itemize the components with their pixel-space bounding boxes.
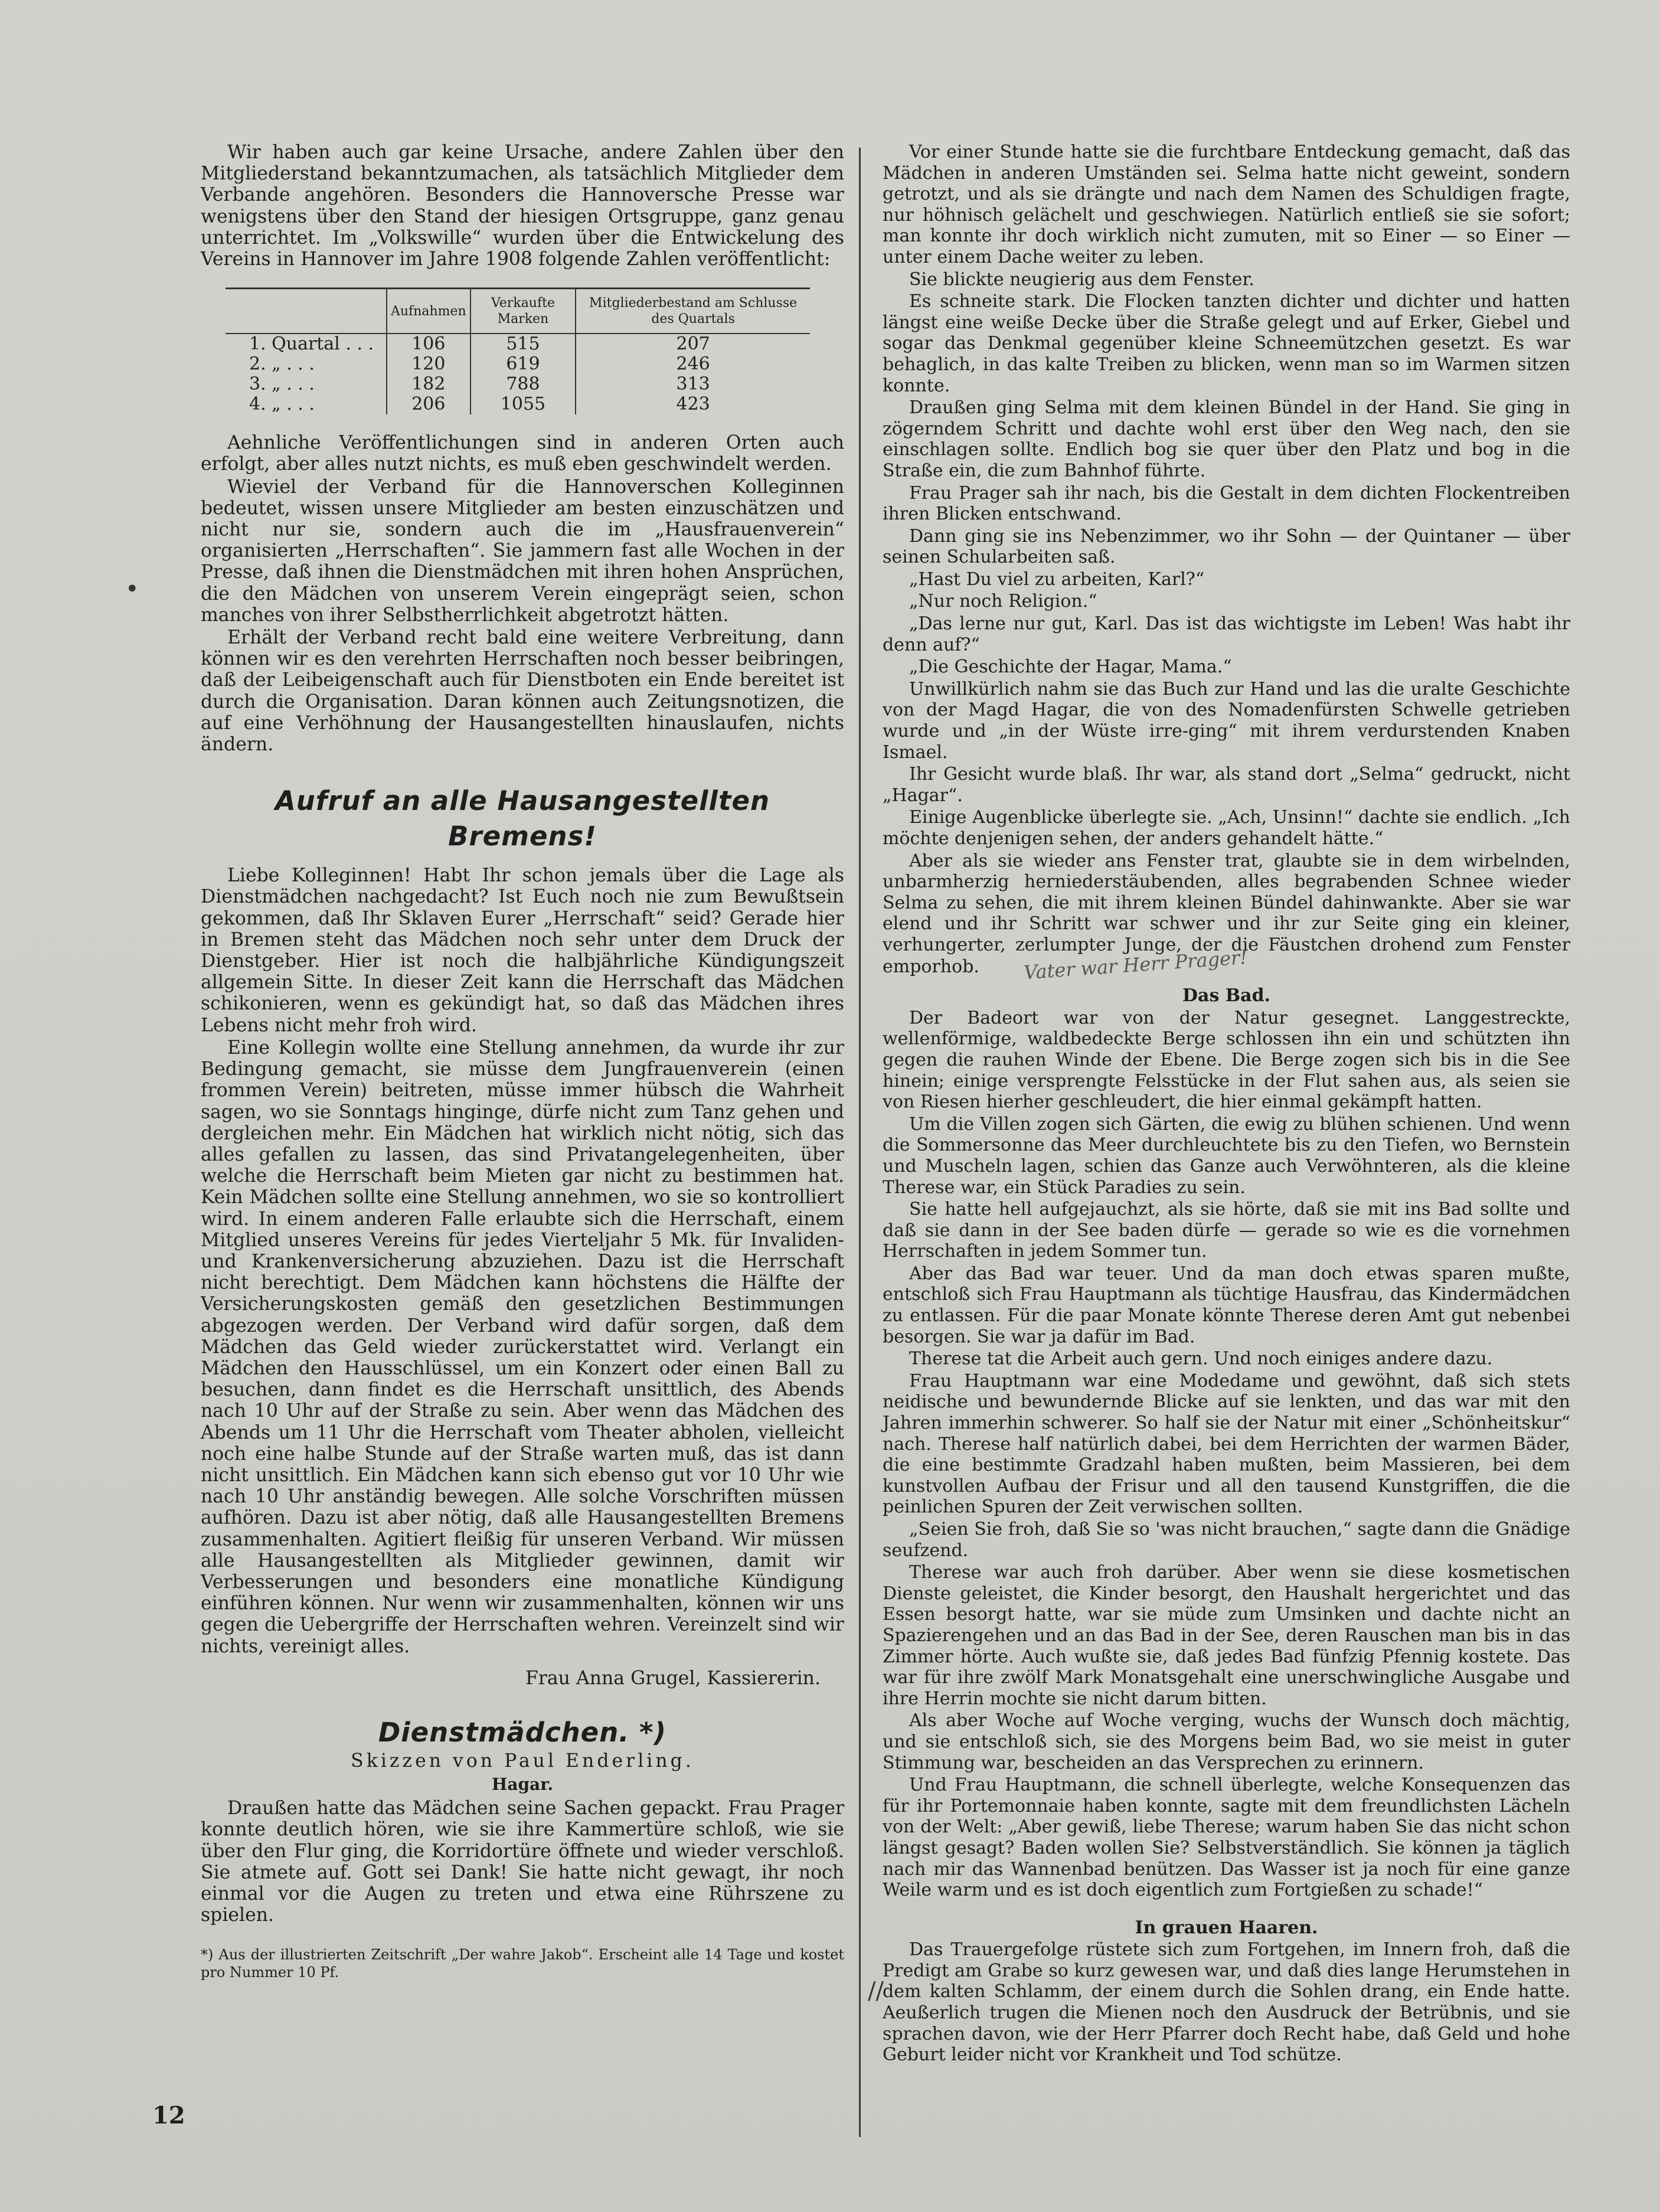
column-divider: [859, 148, 861, 2137]
aufruf-heading: Aufruf an alle Hausangestellten Bremens!: [275, 785, 770, 852]
body-paragraph: Dann ging sie ins Nebenzimmer, wo ihr Sohn — der Quintaner — über seinen Schularbeiten saß.: [883, 525, 1570, 568]
table-row: [226, 334, 810, 354]
byline: Skizzen von Paul Enderling.: [351, 1750, 694, 1772]
body-paragraph: Ihr Gesicht wurde blaß. Ihr war, als stand dort „Selma“ gedruckt, nicht „Hagar“.: [883, 764, 1570, 806]
page-number: 12: [152, 2102, 185, 2129]
right-column: [883, 142, 1570, 2067]
left-column: [201, 142, 844, 1982]
body-paragraph: Frau Prager sah ihr nach, bis die Gestalt in dem dichten Flockentreiben ihren Blicken entschwand.: [883, 482, 1570, 525]
body-paragraph: Draußen hatte das Mädchen seine Sachen gepackt. Frau Prager konnte deutlich hören, wie sie ihre Kammertüre schloß, wie sie über den Flur ging, die Korridortüre öffnete und wieder verschloß. Sie atmete auf. Gott sei Dank! Sie hatte nicht gewagt, ihr noch einmal vor die Augen zu treten und etwa eine Rührszene zu spielen.: [201, 1798, 844, 1926]
body-paragraph: Frau Hauptmann war eine Modedame und gewöhnt, daß sich stets neidische und bewundernde Blicke auf sie lenkten, und das war mit den Jahren immerhin schwerer. So half sie der Natur mit einer „Schönheitskur“ nach. Therese half natürlich dabei, bei dem Herrichten der warmen Bäder, die eine bestimmte Gradzahl haben mußten, beim Massieren, bei dem kunstvollen Aufbau der Frisur und all den tausend Kunstgriffen, die die peinlichen Spuren der Zeit verwischen sollten.: [883, 1370, 1570, 1518]
body-paragraph: Sie blickte neugierig aus dem Fenster.: [909, 269, 1254, 290]
body-paragraph: Therese war auch froh darüber. Aber wenn sie diese kosmetischen Dienste geleistet, die Kinder besorgt, den Haushalt hergerichtet und das Essen besorgt hatte, war sie müde zum Umsinken und dachte nicht an Spazierengehen und an das Bad in der See, deren Rauschen man bis in das Zimmer hörte. Auch wußte sie, daß jedes Bad fünfzig Pfennig kostete. Das war für ihre zwölf Mark Monatsgehalt eine unerschwingliche Ausgabe und ihre Herrin mochte sie nicht darum bitten.: [883, 1562, 1570, 1709]
table-header-row: [226, 289, 810, 334]
membership-table: [226, 287, 810, 414]
table-cell: 207: [576, 334, 810, 354]
table-cell: 120: [387, 354, 470, 374]
table-cell: 313: [576, 374, 810, 394]
body-paragraph: Liebe Kolleginnen! Habt Ihr schon jemals über die Lage als Dienstmädchen nachgedacht? Ist Euch noch nie zum Bewußtsein gekommen, daß Ihr Sklaven Eurer „Herrschaft“ seid? Gerade hier in Bremen steht das Mädchen noch sehr unter dem Druck der Dienstgeber. Hier ist noch die halbjährliche Kündigungszeit allgemein Sitte. In dieser Zeit kann die Herrschaft das Mädchen schikonieren, wenn es gekündigt hat, so daß das Mädchen ihres Lebens nicht mehr froh wird.: [201, 865, 844, 1036]
table-cell: 182: [387, 374, 470, 394]
table-cell: 1. Quartal . . .: [249, 334, 374, 355]
dienstmaedchen-heading: Dienstmädchen. *): [378, 1716, 667, 1748]
table-header-aufnahmen: Aufnahmen: [387, 289, 470, 334]
body-paragraph: Eine Kollegin wollte eine Stellung annehmen, da wurde ihr zur Bedingung gemacht, sie müsse dem Jungfrauenverein (einen frommen Verein) beitreten, müsse immer hübsch die Wahrheit sagen, wo sie Sonntags hinginge, dürfe nicht zum Tanz gehen und dergleichen mehr. Ein Mädchen hat wirklich nicht nötig, sich das alles gefallen zu lassen, das sind Privatangelegenheiten, über welche die Herrschaft beim Mieten gar nicht zu bestimmen hat. Kein Mädchen sollte eine Stellung annehmen, wo sie so kontrolliert wird. In einem anderen Falle erlaubte sich die Herrschaft, einem Mitglied unseres Vereins für jedes Vierteljahr 5 Mk. für Invaliden- und Krankenversicherung abzuziehen. Dazu ist die Herrschaft nicht berechtigt. Dem Mädchen kann höchstens die Hälfte der Versicherungskosten gemäß den gesetzlichen Bestimmungen abgezogen werden. Der Verband wird dafür sorgen, daß dem Mädchen das Geld wieder zurückerstattet wird. Verlangt ein Mädchen den Hausschlüssel, um ein Konzert oder einen Ball zu besuchen, dann findet es die Herrschaft unsittlich, des Abends nach 10 Uhr auf der Straße zu sein. Aber wenn das Mädchen des Abends um 11 Uhr die Herrschaft vom Theater abholen, vielleicht noch eine halbe Stunde auf der Straße warten muß, das ist dann nicht unsittlich. Ein Mädchen kann sich ebenso gut vor 10 Uhr wie nach 10 Uhr anständig bewegen. Alle solche Vorschriften müssen aufhören. Dazu ist aber nötig, daß alle Hausangestellten Bremens zusammenhalten. Agitiert fleißig für unseren Verband. Wir müssen alle Hausangestellten als Mitglieder gewinnen, damit wir Verbesserungen und besonders eine monatliche Kündigung einführen können. Nur wenn wir zusammenhalten, können wir uns gegen die Uebergriffe der Herrschaften wehren. Vereinzelt sind wir nichts, vereinigt alles.: [201, 1037, 844, 1657]
table-row: [226, 354, 810, 374]
handwritten-note: Vater war Herr Prager!: [1022, 945, 1249, 984]
signature: Frau Anna Grugel, Kassiererin.: [525, 1667, 821, 1689]
body-paragraph: Sie hatte hell aufgejauchzt, als sie hörte, daß sie mit ins Bad sollte und daß sie dann in der See baden dürfe — gerade so wie es die vornehmen Herrschaften in jedem Sommer tun.: [883, 1199, 1570, 1262]
footnote: *) Aus der illustrierten Zeitschrift „Der wahre Jakob“. Erscheint alle 14 Tage und kostet pro Nummer 10 Pf.: [201, 1946, 844, 1981]
bad-heading: Das Bad.: [1182, 985, 1270, 1007]
body-paragraph: Und Frau Hauptmann, die schnell überlegte, welche Konsequenzen das für ihr Portemonnaie haben konnte, sagte mit dem freundlichsten Lächeln von der Welt: „Aber gewiß, liebe Therese; warum haben Sie das nicht schon längst gesagt? Baden wollen Sie? Selbstverständlich. Sie können ja täglich nach mir das Wannenbad benützen. Das Wasser ist ja noch für eine ganze Weile warm und es ist doch eigentlich zum Fortgießen zu schade!“: [883, 1775, 1570, 1901]
dialogue-line: „Das lerne nur gut, Karl. Das ist das wichtigste im Leben! Was habt ihr denn auf?“: [883, 613, 1570, 655]
table-cell: 4. „ . . .: [249, 394, 315, 415]
table-cell: 788: [470, 374, 576, 394]
body-paragraph: Einige Augenblicke überlegte sie. „Ach, Unsinn!“ dachte sie endlich. „Ich möchte denjenigen sehen, der anders gehandelt hätte.“: [883, 807, 1570, 849]
table-row: [226, 394, 810, 414]
table-cell: 1055: [470, 394, 576, 414]
table-header-empty: [226, 289, 387, 334]
body-paragraph: Um die Villen zogen sich Gärten, die ewig zu blühen schienen. Und wenn die Sommersonne das Meer durchleuchtete bis zu den Tiefen, wo Bernstein und Muscheln lagen, schien das Ganze auch Verwöhnteren, als die kleine Therese war, ein Stück Paradies zu sein.: [883, 1113, 1570, 1198]
grau-heading: In grauen Haaren.: [1135, 1917, 1318, 1938]
table-cell: 246: [576, 354, 810, 374]
body-paragraph: Draußen ging Selma mit dem kleinen Bündel in der Hand. Sie ging in zögerndem Schritt und dachte wohl erst über den Weg nach, den sie einschlagen sollte. Endlich bog sie quer über den Platz und bog in die Straße ein, die zum Bahnhof führte.: [883, 397, 1570, 481]
table-header-marken: Verkaufte Marken: [470, 289, 576, 334]
body-paragraph: Therese tat die Arbeit auch gern. Und noch einiges andere dazu.: [909, 1348, 1493, 1370]
dialogue-line: „Hast Du viel zu arbeiten, Karl?“: [909, 568, 1205, 590]
body-paragraph: „Seien Sie froh, daß Sie so 'was nicht brauchen,“ sagte dann die Gnädige seufzend.: [883, 1519, 1570, 1561]
table-cell: 423: [576, 394, 810, 414]
margin-mark-icon: •: [125, 576, 139, 603]
body-paragraph: Als aber Woche auf Woche verging, wuchs der Wunsch doch mächtig, und sie entschloß sich, sie des Morgens beim Bad, wo sie meist in guter Stimmung war, bescheiden an das Versprechen zu erinnern.: [883, 1710, 1570, 1773]
body-text: Aber als sie wieder ans Fenster trat, glaubte sie in dem wirbelnden, unbarmherzig herniederstäubenden, alles begrabenden Schnee wieder Selma zu sehen, die mit ihrem kleinen Bündel dahinwankte. Aber sie war elend und ihr Schritt war schwer und ihr zur Seite ging ein kleiner, verhungerter, zerlumpter Junge, der die Fäustchen drohend zum Fenster emporhob.: [883, 850, 1570, 977]
dialogue-line: „Nur noch Religion.“: [909, 591, 1097, 612]
dialogue-line: „Die Geschichte der Hagar, Mama.“: [909, 656, 1232, 678]
intro-paragraph: Wir haben auch gar keine Ursache, andere Zahlen über den Mitgliederstand bekanntzumachen, als tatsächlich Mitglieder dem Verbande angehören. Besonders die Hannoversche Presse war wenigstens über den Stand der hiesigen Ortsgruppe, ganz genau unterrichtet. Im „Volkswille“ wurden über die Entwickelung des Vereins in Hannover im Jahre 1908 folgende Zahlen veröffentlicht:: [201, 142, 844, 270]
table-cell: 3. „ . . .: [249, 374, 315, 395]
table-header-bestand: Mitgliederbestand am Schlusse des Quartals: [576, 289, 810, 334]
body-paragraph: Aber das Bad war teuer. Und da man doch etwas sparen mußte, entschloß sich Frau Hauptmann als tüchtige Hausfrau, das Kindermädchen zu entlassen. Für die paar Monate könnte Therese deren Amt gut nebenbei besorgen. Sie war ja dafür im Bad.: [883, 1263, 1570, 1347]
table-cell: 206: [387, 394, 470, 414]
hagar-heading: Hagar.: [491, 1775, 554, 1795]
body-paragraph: Das Trauergefolge rüstete sich zum Fortgehen, im Innern froh, daß die Predigt am Grabe so kurz gewesen war, und daß dies lange Herumstehen in dem kalten Schlamm, der einem durch die Sohlen drang, ein Ende hatte. Aeußerlich trugen die Mienen noch den Ausdruck der Betrübnis, und sie sprachen davon, wie der Herr Pfarrer doch Recht habe, daß Geld und hohe Geburt leider nicht vor Krankheit und Tod schütze.: [883, 1939, 1570, 2066]
table-cell: 515: [470, 334, 576, 354]
body-paragraph: Es schneite stark. Die Flocken tanzten dichter und dichter und hatten längst eine weiße Decke über die Straße gelegt und auf Erker, Giebel und sogar das Denkmal gegenüber kleine Schneemützchen gesetzt. Es war behaglich, in das kalte Treiben zu blicken, wenn man so im Warmen sitzen konnte.: [883, 291, 1570, 396]
body-paragraph: Unwillkürlich nahm sie das Buch zur Hand und las die uralte Geschichte von der Magd Hagar, die von des Nomadenfürsten Schwelle getrieben wurde und „in der Wüste irre-ging“ mit ihrem verdurstenden Knaben Ismael.: [883, 678, 1570, 763]
table-cell: 2. „ . . .: [249, 354, 315, 375]
body-paragraph: Aehnliche Veröffentlichungen sind in anderen Orten auch erfolgt, aber alles nutzt nichts, es muß eben geschwindelt werden.: [201, 432, 844, 475]
body-paragraph: Vor einer Stunde hatte sie die furchtbare Entdeckung gemacht, daß das Mädchen in anderen Umständen sei. Selma hatte nicht geweint, sondern getrotzt, und als sie drängte und nach dem Namen des Schuldigen fragte, nur höhnisch gelächelt und geschwiegen. Natürlich entließ sie sie sofort; man konnte ihr doch wirklich nicht zumuten, mit so Einer — so Einer — unter einem Dache weiter zu leben.: [883, 142, 1570, 267]
table-cell: 106: [387, 334, 470, 354]
body-paragraph: [883, 850, 1570, 984]
table-row: [226, 374, 810, 394]
table-cell: 619: [470, 354, 576, 374]
body-paragraph: Der Badeort war von der Natur gesegnet. Langgestreckte, wellenförmige, waldbedeckte Berge schlossen ihn ein und schützten ihn gegen die rauhen Winde der Ebene. Die Berge zogen sich bis in die See hinein; einige versprengte Felsstücke in der Flut sahen aus, als seien sie von Riesen hierher geschleudert, die hier einmal gekämpft hatten.: [883, 1007, 1570, 1113]
body-paragraph: Wieviel der Verband für die Hannoverschen Kolleginnen bedeutet, wissen unsere Mitglieder am besten einzuschätzen und nicht nur sie, sondern auch die im „Hausfrauenverein“ organisierten „Herrschaften“. Sie jammern fast alle Wochen in der Presse, daß ihnen die Dienstmädchen mit ihren hohen Ansprüchen, die den Mädchen von unserem Verein eingeprägt seien, schon manches von ihrer Selbstherrlichkeit abgetrotzt hätten.: [201, 476, 844, 626]
margin-slash-icon: //: [868, 1978, 884, 2005]
body-paragraph: Erhält der Verband recht bald eine weitere Verbreitung, dann können wir es den verehrten Herrschaften noch besser beibringen, daß der Leibeigenschaft auch für Dienstboten ein Ende bereitet ist durch die Organisation. Daran können auch Zeitungsnotizen, die auf eine Verhöhnung der Hausangestellten hinauslaufen, nichts ändern.: [201, 627, 844, 756]
